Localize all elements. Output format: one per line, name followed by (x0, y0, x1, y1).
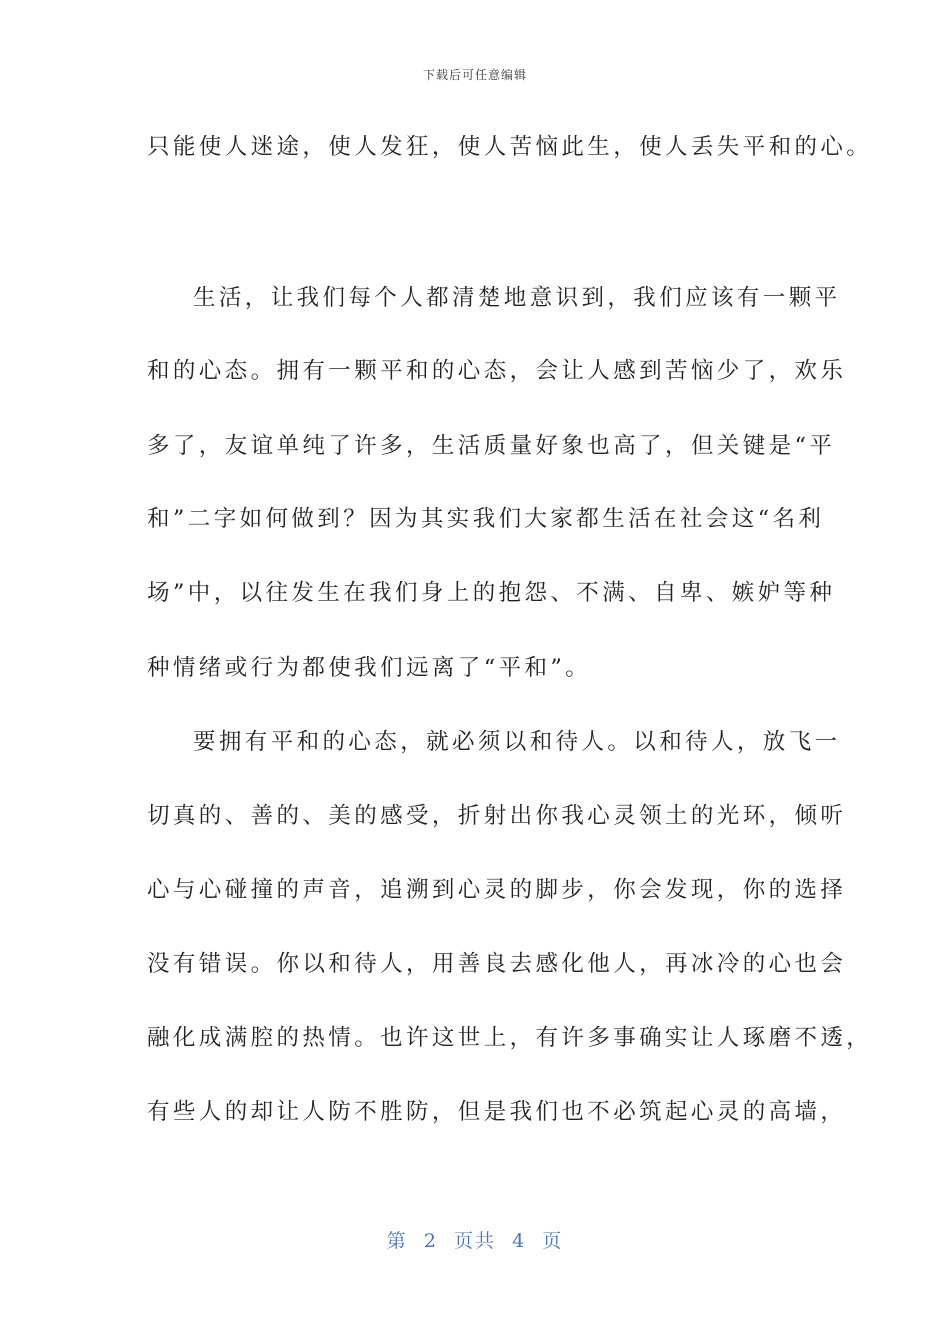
text-line: 场”中，以往发生在我们身上的抱怨、不满、自卑、嫉妒等种 (147, 580, 836, 606)
text-line: 和”二字如何做到？因为其实我们大家都生活在社会这“名利 (147, 506, 825, 532)
page-number-footer: 第 2 页共 4 页 (386, 1230, 564, 1252)
text-line: 融化成满腔的热情。也许这世上，有许多事确实让人琢磨不透， (147, 1025, 873, 1051)
text-line: 和的心态。拥有一颗平和的心态，会让人感到苦恼少了，欢乐 (147, 358, 847, 384)
text-line: 多了，友谊单纯了许多，生活质量好象也高了，但关键是“平 (147, 433, 836, 459)
page-header: 下载后可任意编辑 (422, 68, 527, 82)
text-line: 只能使人迷途，使人发狂，使人苦恼此生，使人丢失平和的心。 (147, 134, 873, 160)
text-line: 生活，让我们每个人都清楚地意识到，我们应该有一颗平 (193, 285, 841, 311)
text-line: 切真的、善的、美的感受，折射出你我心灵领土的光环，倾听 (147, 803, 847, 829)
text-line: 有些人的却让人防不胜防，但是我们也不必筑起心灵的高墙， (147, 1099, 847, 1125)
text-line: 没有错误。你以和待人，用善良去感化他人，再冰冷的心也会 (147, 951, 847, 977)
text-line: 要拥有平和的心态，就必须以和待人。以和待人，放飞一 (193, 729, 841, 755)
text-line: 种情绪或行为都使我们远离了“平和”。 (147, 655, 592, 681)
text-line: 心与心碰撞的声音，追溯到心灵的脚步，你会发现，你的选择 (147, 877, 847, 903)
